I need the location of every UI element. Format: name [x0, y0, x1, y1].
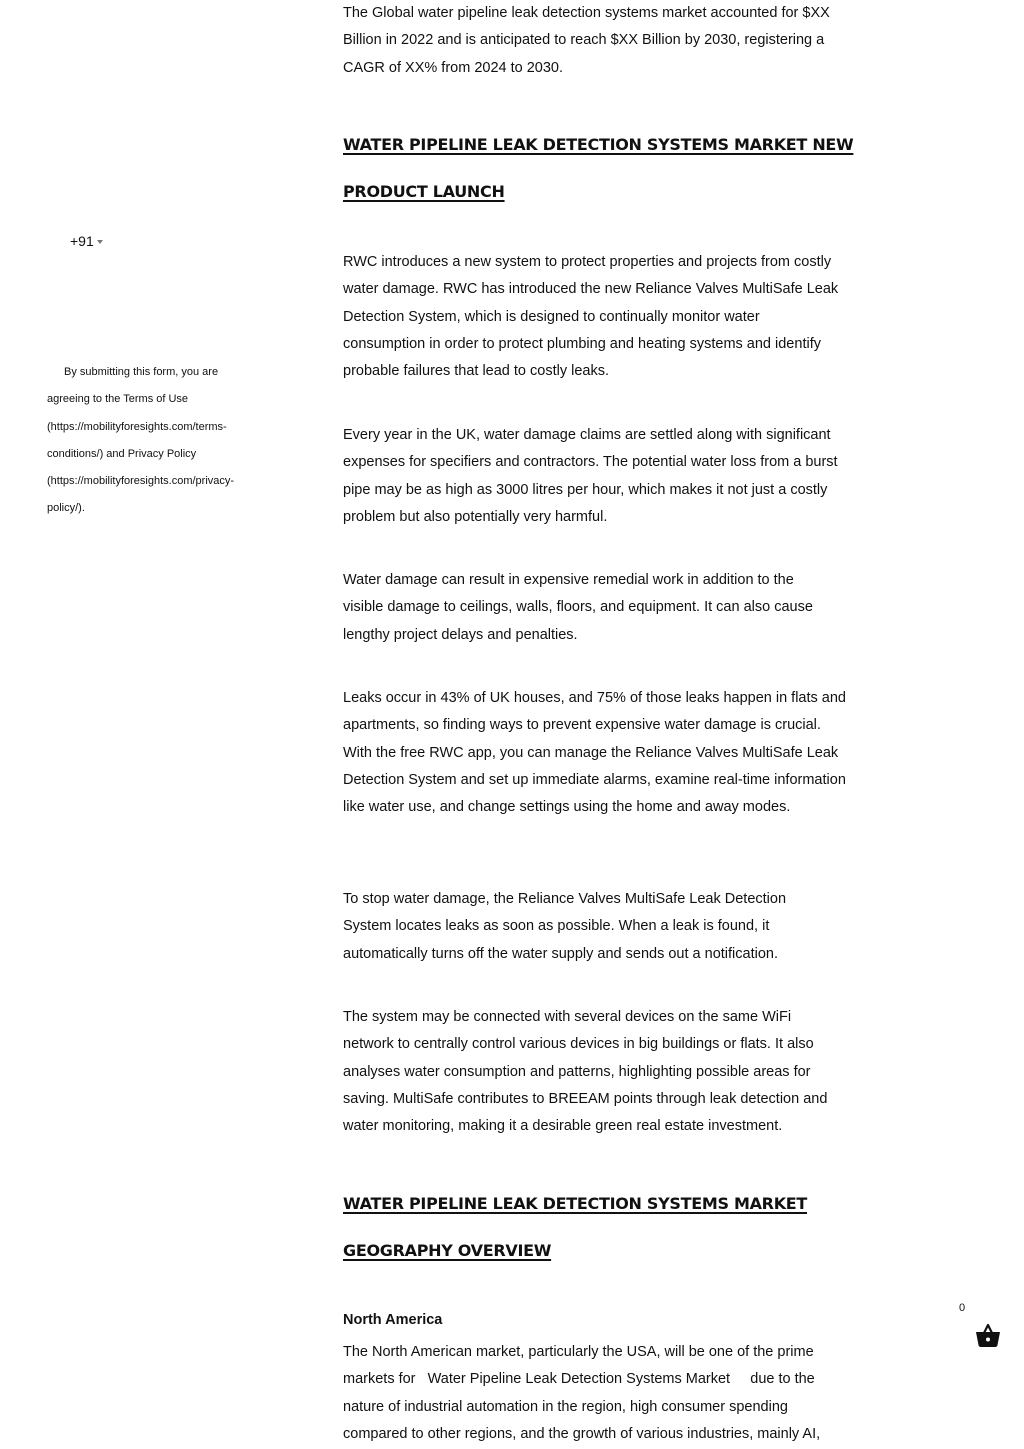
paragraph-launch-intro: RWC introduces a new system to protect properties and projects from costly water damage. RWC has introduced the new Reliance Valves MultiSafe Leak Detection System, which is designed to continually monitor water consumption in order to protect plumbing and heating systems and identify probable failures that lead to costly leaks.	[343, 254, 839, 380]
paragraph-stop-damage: To stop water damage, the Reliance Valves MultiSafe Leak Detection System locates leaks as soon as possible. When a leak is found, it automatically turns off the water supply and sends out a notification.	[343, 891, 787, 962]
region-north-america: North America	[343, 1312, 443, 1328]
basket-icon[interactable]	[973, 1320, 1003, 1350]
basket-icon-graphic	[973, 1320, 1003, 1350]
geography-heading	[343, 1180, 863, 1274]
paragraph-na-after: due to the nature of industrial automation in the region, high consumer spending compared to other regions, and the growth of various industries, mainly AI,	[343, 1371, 821, 1442]
paragraph-wifi-system: The system may be connected with several devices on the same WiFi network to centrally control various devices in big buildings or flats. It also analyses water consumption and patterns, highlighting possible areas for saving. MultiSafe contributes to BREEAM points through leak detection and water monitoring, making it a desirable green real estate investment.	[343, 1009, 828, 1135]
launch-heading	[343, 121, 863, 215]
paragraph-na-before: The North American market, particularly the USA, will be one of the prime markets for	[343, 1344, 814, 1388]
paragraph-water-damage: Water damage can result in expensive remedial work in addition to the visible damage to ceilings, walls, floors, and equipment. It can also cause lengthy project delays and penalties.	[343, 572, 813, 643]
intro-paragraph: The Global water pipeline leak detection systems market accounted for $XX Billion in 2022 and is anticipated to reach $XX Billion by 2030, registering a CAGR of XX% from 2024 to 2030.	[343, 5, 830, 76]
paragraph-uk-claims: Every year in the UK, water damage claims are settled along with significant expenses for specifiers and contractors. The potential water loss from a burst pipe may be as high as 3000 litres per hour, which makes it not just a costly problem but also potentially very harmful.	[343, 427, 838, 525]
geography-heading-line-1: WATER PIPELINE LEAK DETECTION SYSTEMS MARKET	[343, 1194, 808, 1213]
phone-country-code-value: +91	[70, 233, 94, 249]
launch-heading-line-1: WATER PIPELINE LEAK DETECTION SYSTEMS MARKET NEW	[343, 135, 854, 154]
paragraph-uk-leaks: Leaks occur in 43% of UK houses, and 75% of those leaks happen in flats and apartments, so finding ways to prevent expensive water damage is crucial. With the free RWC app, you can manage the Reliance Valves MultiSafe Leak Detection System and set up immediate alarms, examine real-time information like water use, and change settings using the home and away modes.	[343, 690, 846, 816]
sidebar-form	[0, 0, 280, 1449]
cart-count-badge: 0	[959, 1302, 966, 1314]
paragraph-na-keyword: Water Pipeline Leak Detection Systems Market	[427, 1371, 731, 1388]
phone-country-code-select[interactable]	[70, 231, 103, 251]
geography-heading-line-2: GEOGRAPHY OVERVIEW	[343, 1241, 552, 1260]
paragraph-north-america	[343, 1339, 833, 1448]
launch-heading-line-2: PRODUCT LAUNCH	[343, 182, 505, 201]
chevron-down-icon	[97, 240, 103, 244]
consent-notice: By submitting this form, you are agreeing to the Terms of Use (https://mobilityforesights.com/terms-conditions/) and Privacy Policy (https://mobilityforesights.com/privacy-policy/).	[47, 366, 235, 515]
